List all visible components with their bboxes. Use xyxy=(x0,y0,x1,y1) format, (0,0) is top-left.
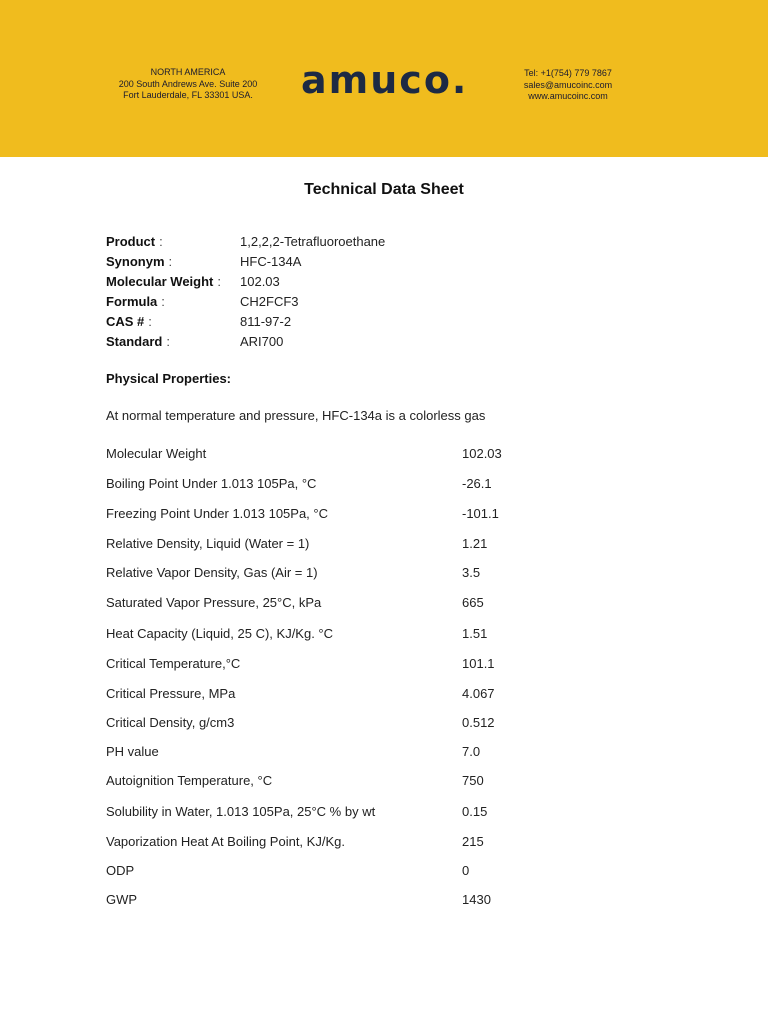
property-row xyxy=(106,654,526,674)
property-value: 102.03 xyxy=(462,446,502,461)
property-name: Relative Vapor Density, Gas (Air = 1) xyxy=(106,565,318,580)
property-row xyxy=(106,474,526,494)
property-row xyxy=(106,742,526,762)
address-line: Fort Lauderdale, FL 33301 USA. xyxy=(123,90,253,100)
property-value: 750 xyxy=(462,773,484,788)
property-name: Freezing Point Under 1.013 105Pa, °C xyxy=(106,506,328,521)
property-name: Autoignition Temperature, °C xyxy=(106,773,273,788)
company-logo: amuco. xyxy=(301,58,469,102)
page-header xyxy=(0,0,768,157)
property-value: 101.1 xyxy=(462,656,495,671)
property-row xyxy=(106,771,526,791)
property-name: Relative Density, Liquid (Water = 1) xyxy=(106,536,310,551)
info-label: Molecular Weight : xyxy=(106,274,222,289)
property-value: 0 xyxy=(462,863,470,878)
property-row xyxy=(106,802,526,822)
address-block xyxy=(110,67,266,102)
info-value: HFC-134A xyxy=(240,254,302,269)
property-row xyxy=(106,861,526,881)
property-value: 3.5 xyxy=(462,565,481,580)
contact-phone: Tel: +1(754) 779 7867 xyxy=(524,68,612,78)
property-row xyxy=(106,684,526,704)
property-name: Saturated Vapor Pressure, 25°C, kPa xyxy=(106,595,322,610)
property-name: ODP xyxy=(106,863,135,878)
property-name: Critical Temperature,°C xyxy=(106,656,241,671)
property-name: PH value xyxy=(106,744,159,759)
property-value: 1.51 xyxy=(462,626,488,641)
contact-block xyxy=(504,68,632,103)
property-value: 215 xyxy=(462,834,484,849)
property-row xyxy=(106,563,526,583)
property-name: Solubility in Water, 1.013 105Pa, 25°C % by wt xyxy=(106,804,376,819)
property-row xyxy=(106,534,526,554)
physical-properties-intro: At normal temperature and pressure, HFC-134a is a colorless gas xyxy=(106,408,486,423)
info-value: 1,2,2,2-Tetrafluoroethane xyxy=(240,234,386,249)
physical-properties-heading: Physical Properties: xyxy=(106,371,231,386)
address-line: 200 South Andrews Ave. Suite 200 xyxy=(118,78,258,89)
contact-email[interactable]: sales@amucoinc.com xyxy=(523,79,613,90)
property-value: 1430 xyxy=(462,892,491,907)
contact-website[interactable]: www.amucoinc.com xyxy=(528,91,608,101)
property-row xyxy=(106,713,526,733)
property-value: 0.15 xyxy=(462,804,488,819)
property-value: 0.512 xyxy=(462,715,495,730)
property-value: 4.067 xyxy=(462,686,495,701)
info-value: 102.03 xyxy=(240,274,280,289)
property-value: 1.21 xyxy=(462,536,488,551)
property-row xyxy=(106,624,526,644)
property-value: 665 xyxy=(462,595,484,610)
property-name: Vaporization Heat At Boiling Point, KJ/Kg. xyxy=(106,834,345,849)
property-value: 7.0 xyxy=(462,744,481,759)
property-row xyxy=(106,832,526,852)
property-name: Boiling Point Under 1.013 105Pa, °C xyxy=(106,476,317,491)
property-name: GWP xyxy=(106,892,138,907)
info-label: Synonym : xyxy=(106,254,173,269)
property-value: -101.1 xyxy=(462,506,499,521)
info-value: 811-97-2 xyxy=(240,314,292,329)
document-title: Technical Data Sheet xyxy=(304,181,464,198)
property-row xyxy=(106,593,526,613)
info-value: CH2FCF3 xyxy=(240,294,299,309)
property-row xyxy=(106,444,526,464)
info-label: Product : xyxy=(106,234,163,249)
property-row xyxy=(106,504,526,524)
info-label: Standard : xyxy=(106,334,170,349)
property-name: Heat Capacity (Liquid, 25 C), KJ/Kg. °C xyxy=(106,626,334,641)
info-label: CAS # : xyxy=(106,314,152,329)
property-name: Critical Pressure, MPa xyxy=(106,686,236,701)
address-line: NORTH AMERICA xyxy=(150,67,226,77)
info-value: ARI700 xyxy=(240,334,284,349)
property-name: Molecular Weight xyxy=(106,446,207,461)
property-value: -26.1 xyxy=(462,476,492,491)
info-label: Formula : xyxy=(106,294,165,309)
property-row xyxy=(106,890,526,910)
property-name: Critical Density, g/cm3 xyxy=(106,715,235,730)
